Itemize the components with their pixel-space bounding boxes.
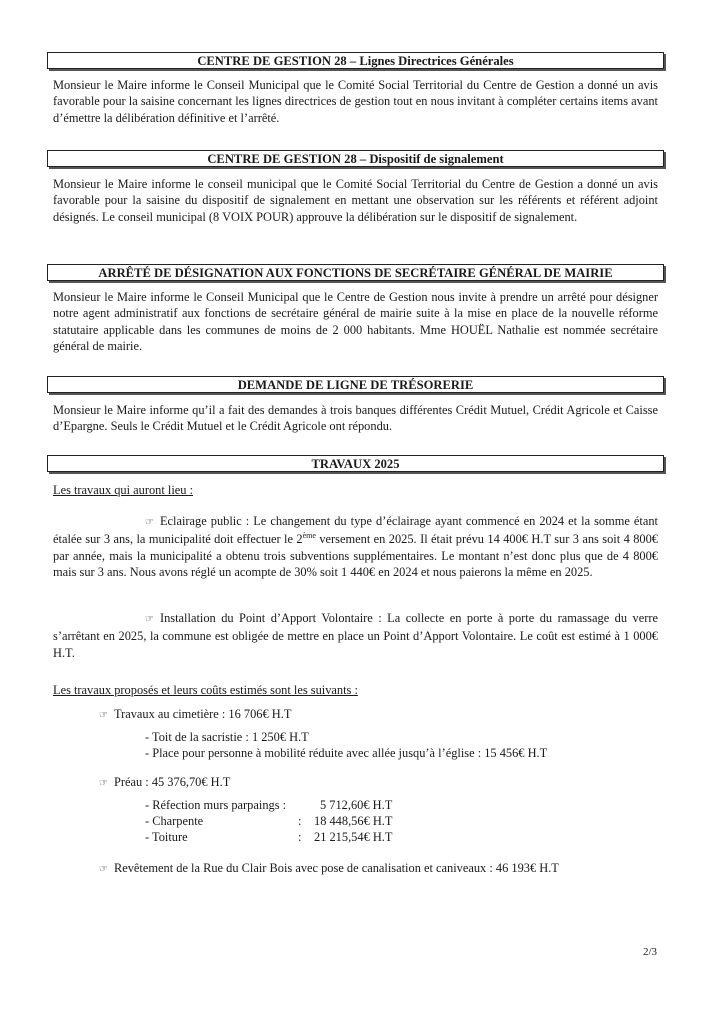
travaux-eclairage [53,513,658,581]
preau-item-amount: 18 448,56€ H.T [314,814,393,828]
eclairage-text-a: Eclairage public : Le changement du type d’éclairage ayant commencé en 2024 et la somme étant étalée sur 3 ans, la municipalité doit effectuer le 2 [53,514,658,547]
section-title-dispositif-signalement: CENTRE DE GESTION 28 – Dispositif de signalement [47,150,664,167]
pointing-hand-icon: ☞ [99,710,108,721]
pav-text: Installation du Point d’Apport Volontaire : La collecte en porte à porte du ramassage du verre s’arrêtant en 2025, la commune est obligée de mettre en place un Point d’Apport Volontaire. Le coût est estimé à 1 000€ H.T. [53,611,658,660]
section-text-dispositif-signalement: Monsieur le Maire informe le conseil municipal que le Comité Social Territorial du Centre de Gestion a donné un avis favorable pour la saisine du dispositif de signalement en mettant une observation sur les référents et référent adjoint désignés. Le conseil municipal (8 VOIX POUR) approuve la délibération sur le dispositif de signalement. [53,177,658,224]
eclairage-superscript: ème [302,531,316,541]
pointing-hand-icon: ☞ [145,614,154,625]
preau-item-colon: : [298,830,302,844]
section-title-arrete-designation: ARRÊTÉ DE DÉSIGNATION AUX FONCTIONS DE SECRÉTAIRE GÉNÉRAL DE MAIRIE [47,264,664,281]
section-title-lignes-directrices: CENTRE DE GESTION 28 – Lignes Directrices Générales [47,52,664,69]
section-text-lignes-directrices: Monsieur le Maire informe le Conseil Municipal que le Comité Social Territorial du Centre de Gestion a donné un avis favorable pour la saisine concernant les lignes directrices de gestion tout en nous invitant à compléter certains items avant d’émettre la délibération définitive et l’arrêté. [53,78,658,125]
cimetiere-text: Travaux au cimetière : 16 706€ H.T [113,707,292,721]
section-title-travaux-2025: TRAVAUX 2025 [47,455,664,472]
travaux-cimetiere [99,706,291,724]
pointing-hand-icon: ☞ [145,517,154,528]
preau-item-label: - Toiture [145,830,188,844]
travaux-preau [99,774,230,792]
preau-item-amount: 5 712,60€ H.T [320,798,393,812]
travaux-revetement [99,860,559,878]
preau-text: Préau : 45 376,70€ H.T [113,775,231,789]
revetement-text: Revêtement de la Rue du Clair Bois avec pose de canalisation et caniveaux : 46 193€ H.T [113,861,559,875]
travaux-heading-lieu: Les travaux qui auront lieu : [53,483,194,497]
travaux-heading-proposes: Les travaux proposés et leurs coûts estimés sont les suivants : [53,683,358,697]
page-number: 2/3 [642,946,657,958]
section-title-ligne-tresorerie: DEMANDE DE LIGNE DE TRÉSORERIE [47,376,664,393]
cimetiere-item-sacristie: - Toit de la sacristie : 1 250€ H.T [145,730,309,744]
cimetiere-item-pmr: - Place pour personne à mobilité réduite avec allée jusqu’à l’église : 15 456€ H.T [145,746,548,760]
preau-item-label: - Réfection murs parpaings : [145,798,287,812]
pointing-hand-icon: ☞ [99,864,108,875]
preau-item-colon: : [298,814,302,828]
eclairage-text-b: versement en 2025. Il était prévu 14 400€ H.T sur 3 ans soit 4 800€ par année, mais la municipalité a obtenu trois subventions supplémentaires. Le montant n’est donc plus que de 4 800€ mais sur 3 ans. Nous avons réglé un acompte de 30% soit 1 440€ en 2024 et nous paierons la même en 2025. [53,532,658,580]
preau-item-label: - Charpente [145,814,204,828]
travaux-pav [53,610,658,661]
section-text-arrete-designation: Monsieur le Maire informe le Conseil Municipal que le Centre de Gestion nous invite à prendre un arrêté pour désigner notre agent administratif aux fonctions de secrétaire général de mairie suite à la mise en place de la nouvelle réforme statutaire applicable dans les communes de moins de 2 000 habitants. Mme HOUËL Nathalie est nommée secrétaire général de mairie. [53,290,658,354]
section-text-ligne-tresorerie: Monsieur le Maire informe qu’il a fait des demandes à trois banques différentes Crédit Mutuel, Crédit Agricole et Caisse d’Epargne. Seuls le Crédit Mutuel et le Crédit Agricole ont répondu. [53,403,658,434]
pointing-hand-icon: ☞ [99,778,108,789]
preau-item-amount: 21 215,54€ H.T [314,830,393,844]
